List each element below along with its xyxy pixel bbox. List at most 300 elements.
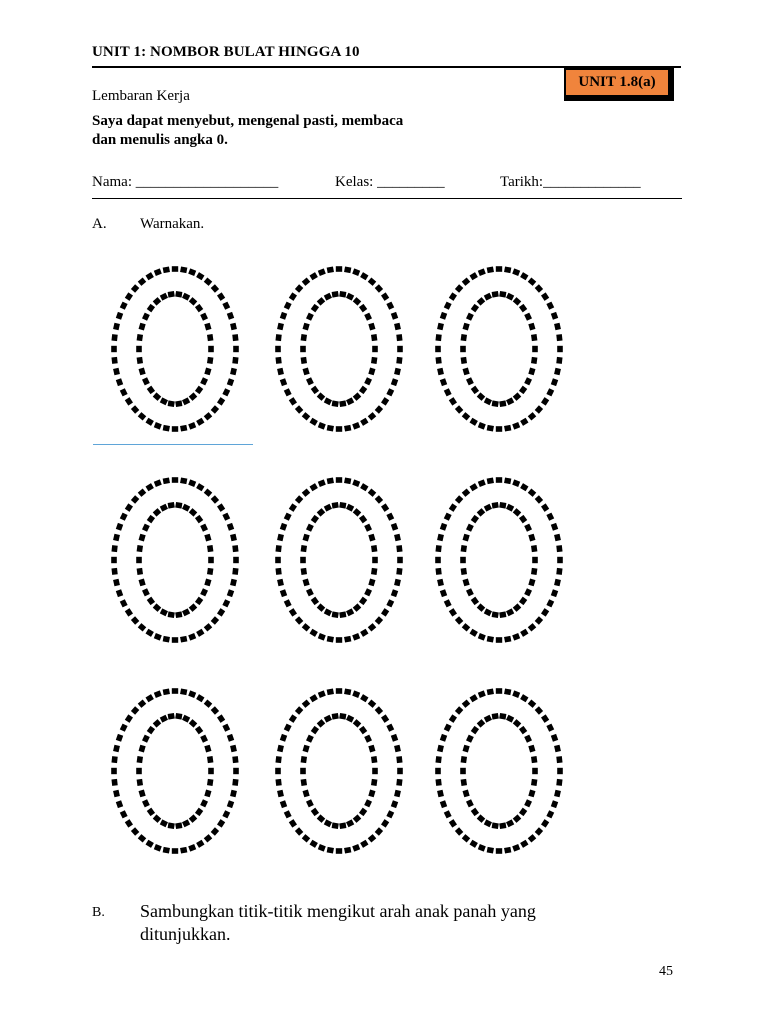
inner-dot — [147, 386, 155, 394]
inner-dot — [303, 745, 310, 753]
dotted-zero-6[interactable] — [435, 477, 563, 643]
outer-dot — [455, 616, 463, 625]
outer-dot — [275, 334, 281, 341]
outer-dot — [551, 378, 558, 386]
inner-dot — [346, 397, 354, 405]
outer-dot — [154, 268, 162, 276]
outer-dot — [520, 840, 528, 848]
inner-dot — [137, 756, 143, 763]
outer-dot — [435, 357, 441, 364]
outer-dot — [172, 688, 178, 694]
outer-dot — [504, 688, 511, 695]
outer-dot — [496, 688, 502, 694]
inner-dot — [463, 534, 470, 542]
inner-dot — [364, 799, 372, 807]
inner-dot — [300, 346, 306, 352]
outer-dot — [277, 534, 284, 541]
class-field[interactable]: Kelas: _________ — [335, 174, 445, 190]
inner-dot — [204, 368, 211, 376]
blue-guide-line — [93, 444, 253, 445]
inner-dot — [168, 611, 175, 618]
outer-dot — [504, 266, 511, 273]
outer-dot — [125, 292, 133, 300]
inner-dot — [461, 357, 467, 364]
inner-dot — [153, 603, 162, 611]
outer-dot — [396, 756, 402, 763]
outer-dot — [520, 272, 528, 280]
inner-dot — [499, 291, 506, 298]
outer-dot — [557, 557, 563, 563]
outer-dot — [310, 272, 318, 280]
inner-dot — [506, 504, 514, 512]
inner-dot — [519, 515, 527, 523]
outer-dot — [327, 636, 334, 643]
outer-dot — [375, 495, 383, 504]
inner-dot — [160, 608, 168, 616]
outer-dot — [541, 608, 549, 616]
inner-dot — [147, 808, 155, 816]
outer-dot — [289, 503, 297, 511]
inner-dot — [371, 357, 377, 364]
outer-dot — [188, 844, 196, 852]
outer-dot — [435, 346, 441, 352]
inner-dot — [353, 603, 362, 611]
inner-dot — [182, 397, 190, 405]
outer-dot — [227, 523, 234, 531]
outer-dot — [318, 268, 326, 276]
inner-dot — [160, 504, 168, 512]
outer-dot — [487, 847, 494, 854]
inner-dot — [306, 524, 314, 532]
inner-dot — [460, 346, 466, 352]
outer-dot — [470, 629, 478, 637]
outer-dot — [368, 277, 377, 285]
inner-dot — [359, 597, 367, 605]
outer-dot — [204, 834, 213, 842]
outer-dot — [318, 479, 326, 487]
outer-dot — [163, 477, 170, 484]
inner-dot — [524, 377, 532, 385]
inner-dot — [359, 515, 367, 523]
outer-dot — [437, 579, 444, 586]
outer-dot — [455, 495, 463, 504]
section-b-line-2: ditunjukkan. — [140, 924, 231, 944]
inner-dot — [182, 608, 190, 616]
inner-dot — [531, 545, 537, 552]
inner-dot — [168, 822, 175, 829]
inner-dot — [492, 400, 499, 407]
outer-dot — [556, 756, 562, 763]
inner-dot — [189, 392, 198, 400]
inner-dot — [317, 508, 326, 516]
outer-dot — [196, 694, 204, 702]
outer-dot — [554, 368, 561, 375]
inner-dot — [477, 603, 486, 611]
outer-dot — [120, 599, 128, 607]
outer-dot — [180, 266, 187, 273]
outer-dot — [455, 405, 463, 414]
inner-dot — [324, 397, 332, 405]
unit-badge-label: UNIT 1.8(a) — [578, 74, 656, 90]
inner-dot — [532, 346, 538, 352]
inner-dot — [346, 819, 354, 827]
inner-dot — [368, 745, 375, 753]
inner-dot — [531, 334, 537, 341]
inner-dot — [195, 808, 203, 816]
outer-dot — [131, 616, 139, 625]
outer-dot — [397, 768, 403, 774]
outer-dot — [211, 495, 219, 504]
inner-dot — [195, 304, 203, 312]
inner-dot — [317, 392, 326, 400]
outer-dot — [554, 745, 561, 752]
outer-dot — [554, 790, 561, 797]
inner-dot — [142, 377, 150, 385]
outer-dot — [520, 694, 528, 702]
outer-dot — [449, 608, 457, 616]
outer-dot — [172, 426, 178, 432]
date-field[interactable]: Tarikh:_____________ — [500, 174, 641, 190]
outer-dot — [541, 397, 549, 405]
outer-dot — [496, 848, 502, 854]
inner-dot — [371, 568, 377, 575]
inner-dot — [466, 313, 474, 321]
outer-dot — [462, 488, 471, 496]
outer-dot — [180, 477, 187, 484]
outer-dot — [470, 272, 478, 280]
outer-dot — [352, 479, 360, 487]
dotted-zero-7[interactable] — [111, 688, 239, 854]
outer-dot — [381, 292, 389, 300]
outer-dot — [111, 357, 117, 364]
outer-dot — [375, 405, 383, 414]
outer-dot — [163, 847, 170, 854]
outer-dot — [462, 834, 471, 842]
inner-dot — [524, 735, 532, 743]
inner-dot — [528, 323, 535, 331]
inner-dot — [368, 323, 375, 331]
outer-dot — [391, 312, 398, 320]
inner-dot — [364, 588, 372, 596]
inner-dot — [524, 524, 532, 532]
outer-dot — [528, 412, 537, 420]
dotted-zero-4[interactable] — [111, 477, 239, 643]
outer-dot — [535, 495, 543, 504]
outer-dot — [327, 477, 334, 484]
outer-dot — [336, 637, 342, 643]
inner-dot — [303, 368, 310, 376]
outer-dot — [113, 323, 120, 330]
outer-dot — [230, 745, 237, 752]
inner-dot — [300, 557, 306, 563]
outer-dot — [146, 694, 154, 702]
inner-dot — [346, 715, 354, 723]
outer-dot — [368, 623, 377, 631]
inner-dot — [461, 779, 467, 786]
outer-dot — [120, 810, 128, 818]
outer-dot — [111, 557, 117, 563]
inner-dot — [506, 608, 514, 616]
inner-dot — [137, 357, 143, 364]
inner-dot — [364, 524, 372, 532]
outer-dot — [541, 714, 549, 722]
outer-dot — [512, 633, 520, 641]
outer-dot — [541, 503, 549, 511]
inner-dot — [371, 756, 377, 763]
outer-dot — [275, 357, 281, 364]
inner-dot — [175, 400, 182, 407]
section-a-letter: A. — [92, 216, 107, 232]
outer-dot — [138, 412, 147, 420]
outer-dot — [154, 633, 162, 641]
outer-dot — [535, 827, 543, 836]
outer-dot — [435, 568, 441, 575]
inner-dot — [463, 368, 470, 376]
inner-dot — [189, 297, 198, 305]
dotted-zero-3[interactable] — [435, 266, 563, 432]
outer-dot — [116, 734, 123, 742]
outer-dot — [360, 629, 368, 637]
inner-dot — [528, 579, 535, 587]
outer-dot — [336, 688, 342, 694]
inner-dot — [189, 508, 198, 516]
outer-dot — [470, 418, 478, 426]
inner-dot — [492, 822, 499, 829]
inner-dot — [160, 293, 168, 301]
inner-dot — [303, 579, 310, 587]
outer-dot — [512, 844, 520, 852]
inner-dot — [463, 323, 470, 331]
outer-dot — [111, 768, 117, 774]
inner-dot — [346, 504, 354, 512]
outer-dot — [440, 589, 447, 597]
outer-dot — [275, 568, 281, 575]
inner-dot — [153, 719, 162, 727]
outer-dot — [111, 756, 117, 763]
outer-dot — [440, 378, 447, 386]
outer-dot — [163, 636, 170, 643]
outer-dot — [204, 412, 213, 420]
outer-dot — [546, 810, 554, 818]
outer-dot — [222, 810, 230, 818]
outer-dot — [344, 636, 351, 643]
outer-dot — [556, 779, 562, 786]
outer-dot — [360, 418, 368, 426]
outer-dot — [116, 800, 123, 808]
outer-dot — [295, 495, 303, 504]
outer-dot — [470, 840, 478, 848]
outer-dot — [327, 266, 334, 273]
dotted-zero-8[interactable] — [275, 688, 403, 854]
outer-dot — [277, 790, 284, 797]
outer-dot — [368, 834, 377, 842]
inner-dot — [182, 504, 190, 512]
outer-dot — [275, 768, 281, 774]
outer-dot — [437, 534, 444, 541]
outer-dot — [222, 724, 230, 732]
inner-dot — [195, 386, 203, 394]
outer-dot — [233, 557, 239, 563]
inner-dot — [471, 726, 479, 734]
inner-dot — [492, 291, 499, 298]
inner-dot — [137, 779, 143, 786]
inner-dot — [531, 779, 537, 786]
outer-dot — [289, 397, 297, 405]
outer-dot — [277, 368, 284, 375]
inner-dot — [311, 386, 319, 394]
outer-dot — [227, 734, 234, 742]
outer-dot — [327, 688, 334, 695]
outer-dot — [528, 699, 537, 707]
inner-dot — [353, 297, 362, 305]
inner-dot — [532, 557, 538, 563]
inner-dot — [372, 346, 378, 352]
inner-dot — [195, 515, 203, 523]
inner-dot — [484, 715, 492, 723]
inner-dot — [175, 291, 182, 298]
outer-dot — [284, 513, 292, 521]
outer-dot — [217, 503, 225, 511]
inner-dot — [528, 790, 535, 798]
outer-dot — [551, 312, 558, 320]
outer-dot — [435, 756, 441, 763]
outer-dot — [520, 483, 528, 491]
outer-dot — [360, 840, 368, 848]
inner-dot — [372, 557, 378, 563]
inner-dot — [339, 400, 346, 407]
outer-dot — [391, 734, 398, 742]
outer-dot — [131, 495, 139, 504]
dotted-zero-9[interactable] — [435, 688, 563, 854]
inner-dot — [359, 304, 367, 312]
outer-dot — [352, 633, 360, 641]
outer-dot — [116, 312, 123, 320]
outer-dot — [163, 266, 170, 273]
name-field[interactable]: Nama: ___________________ — [92, 174, 279, 190]
outer-dot — [233, 768, 239, 774]
outer-dot — [375, 616, 383, 625]
outer-dot — [556, 545, 562, 552]
outer-dot — [211, 827, 219, 836]
inner-dot — [139, 790, 146, 798]
outer-dot — [284, 810, 292, 818]
outer-dot — [217, 292, 225, 300]
outer-dot — [396, 545, 402, 552]
outer-dot — [435, 768, 441, 774]
outer-dot — [478, 268, 486, 276]
inner-dot — [471, 304, 479, 312]
outer-dot — [302, 277, 311, 285]
outer-dot — [217, 397, 225, 405]
outer-dot — [120, 302, 128, 310]
outer-dot — [462, 623, 471, 631]
outer-dot — [381, 819, 389, 827]
inner-dot — [524, 313, 532, 321]
outer-dot — [397, 346, 403, 352]
outer-dot — [204, 488, 213, 496]
inner-dot — [339, 291, 346, 298]
inner-dot — [317, 814, 326, 822]
outer-dot — [222, 513, 230, 521]
worksheet-label: Lembaran Kerja — [92, 88, 190, 104]
inner-dot — [311, 597, 319, 605]
dotted-zero-5[interactable] — [275, 477, 403, 643]
inner-dot — [317, 603, 326, 611]
outer-dot — [478, 479, 486, 487]
inner-dot — [531, 568, 537, 575]
inner-dot — [371, 545, 377, 552]
outer-dot — [280, 312, 287, 320]
outer-dot — [275, 779, 281, 786]
outer-dot — [310, 418, 318, 426]
outer-dot — [275, 346, 281, 352]
outer-dot — [462, 412, 471, 420]
inner-dot — [175, 822, 182, 829]
inner-dot — [324, 819, 332, 827]
inner-dot — [303, 323, 310, 331]
objective-line-2: dan menulis angka 0. — [92, 132, 228, 148]
outer-dot — [449, 292, 457, 300]
outer-dot — [386, 810, 394, 818]
outer-dot — [375, 827, 383, 836]
outer-dot — [512, 690, 520, 698]
outer-dot — [302, 623, 311, 631]
outer-dot — [289, 608, 297, 616]
inner-dot — [477, 814, 486, 822]
inner-dot — [317, 297, 326, 305]
outer-dot — [277, 745, 284, 752]
inner-dot — [332, 611, 339, 618]
outer-dot — [386, 388, 394, 396]
outer-dot — [381, 503, 389, 511]
inner-dot — [528, 745, 535, 753]
section-b-line-1: Sambungkan titik-titik mengikut arah anak panah yang — [140, 901, 536, 921]
inner-dot — [168, 291, 175, 298]
outer-dot — [310, 840, 318, 848]
inner-dot — [324, 608, 332, 616]
inner-dot — [147, 304, 155, 312]
inner-dot — [142, 524, 150, 532]
inner-dot — [189, 603, 198, 611]
outer-dot — [217, 714, 225, 722]
outer-dot — [277, 579, 284, 586]
outer-dot — [125, 503, 133, 511]
outer-dot — [172, 637, 178, 643]
outer-dot — [295, 827, 303, 836]
outer-dot — [172, 266, 178, 272]
outer-dot — [188, 690, 196, 698]
outer-dot — [146, 840, 154, 848]
outer-dot — [386, 724, 394, 732]
outer-dot — [352, 844, 360, 852]
inner-dot — [484, 819, 492, 827]
inner-dot — [372, 768, 378, 774]
outer-dot — [394, 790, 401, 797]
outer-dot — [336, 848, 342, 854]
dotted-zero-1[interactable] — [111, 266, 239, 432]
inner-dot — [207, 756, 213, 763]
dotted-zero-2[interactable] — [275, 266, 403, 432]
outer-dot — [554, 579, 561, 586]
outer-dot — [440, 734, 447, 742]
outer-dot — [146, 629, 154, 637]
outer-dot — [551, 734, 558, 742]
outer-dot — [344, 425, 351, 432]
outer-dot — [496, 426, 502, 432]
inner-dot — [200, 524, 208, 532]
outer-dot — [227, 312, 234, 320]
outer-dot — [284, 388, 292, 396]
